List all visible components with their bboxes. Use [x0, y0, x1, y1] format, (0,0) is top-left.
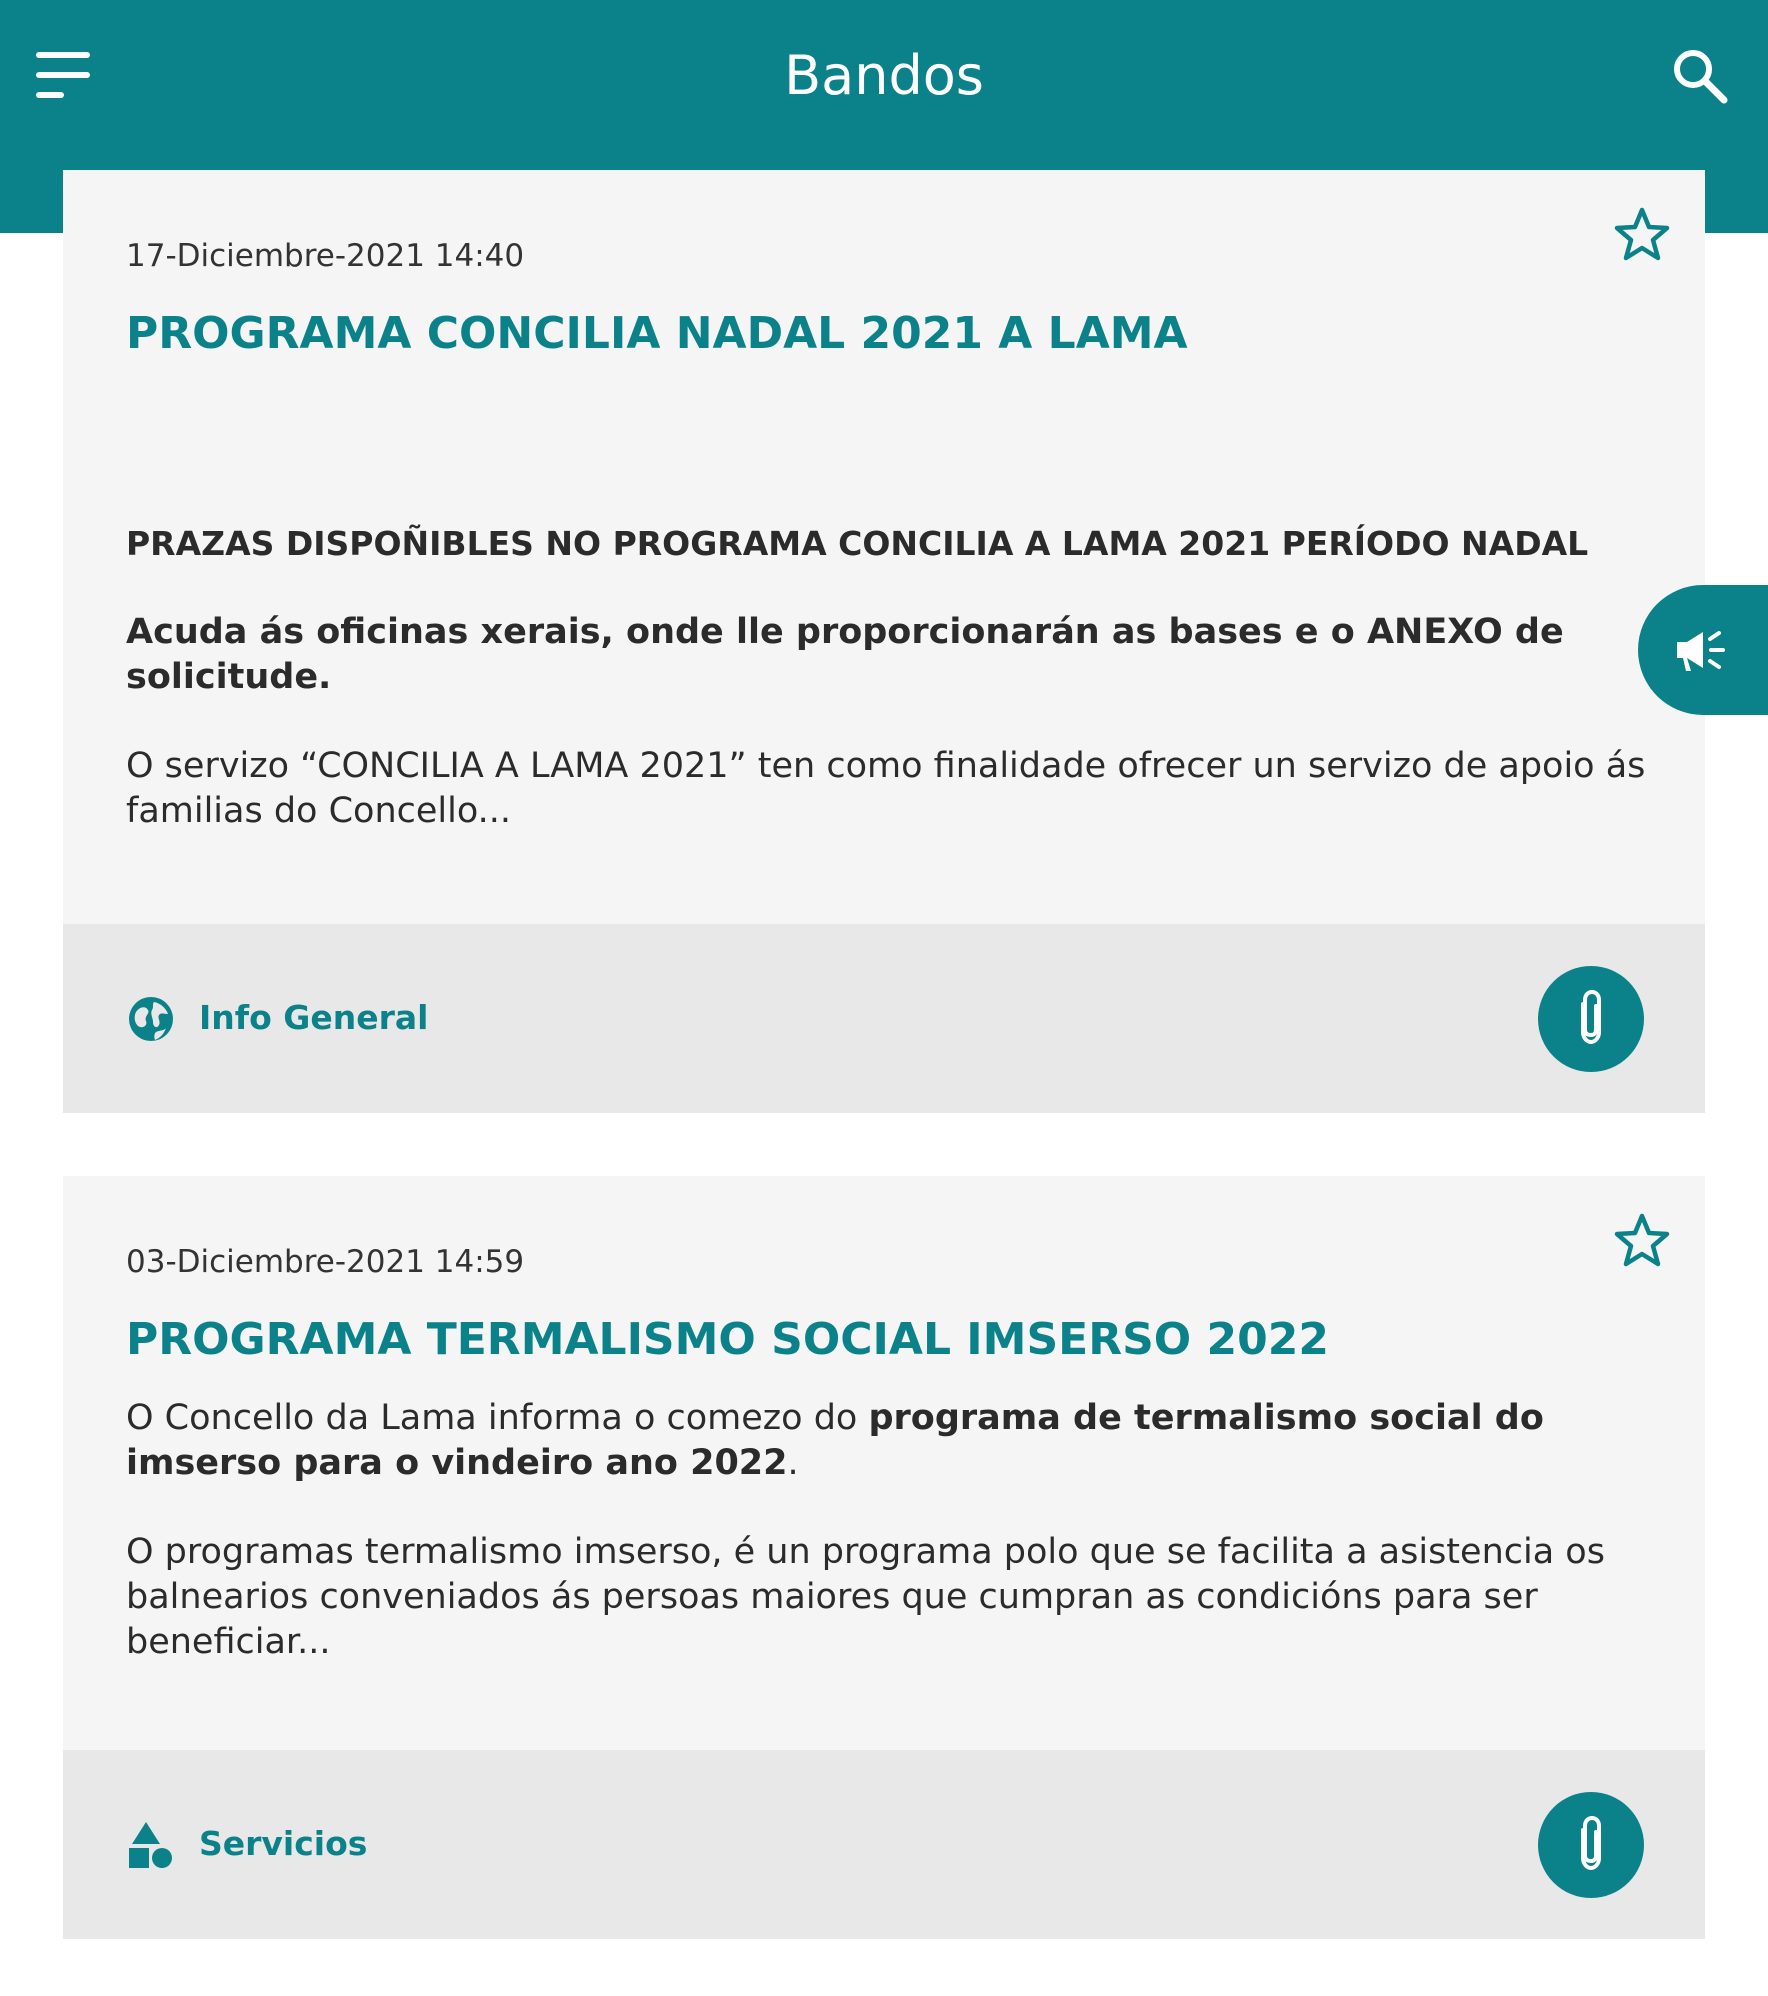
bando-footer [63, 924, 1705, 1113]
bando-title[interactable]: PROGRAMA CONCILIA NADAL 2021 A LAMA [126, 308, 1188, 359]
summary-paragraph: Acuda ás oficinas xerais, onde lle proporcionarán as bases e o ANEXO de solicitude. [126, 612, 1564, 697]
paperclip-icon [1565, 1814, 1617, 1876]
bando-summary [126, 1396, 1656, 1665]
attach-button[interactable] [1538, 1792, 1644, 1898]
megaphone-icon [1673, 625, 1733, 675]
summary-paragraph [126, 1396, 1656, 1486]
bando-card[interactable] [63, 170, 1705, 1113]
page-title: Bandos [784, 44, 984, 107]
bando-footer [63, 1750, 1705, 1939]
summary-text: . [787, 1443, 799, 1483]
summary-text-bold: programa de termalismo social do imserso para o vindeiro ano 2022 [126, 1398, 1544, 1483]
paperclip-icon [1565, 988, 1617, 1050]
attach-button[interactable] [1538, 966, 1644, 1072]
bando-date: 17-Diciembre-2021 14:40 [126, 238, 525, 274]
search-icon[interactable] [1670, 46, 1730, 106]
shapes-icon [126, 1820, 176, 1870]
bando-title[interactable]: PROGRAMA TERMALISMO SOCIAL IMSERSO 2022 [126, 1314, 1329, 1365]
announcement-tab-button[interactable] [1638, 585, 1768, 715]
summary-text: O Concello da Lama informa o comezo do [126, 1398, 869, 1438]
summary-paragraph: O programas termalismo imserso, é un programa polo que se facilita a asistencia os balnearios conveniados ás persoas maiores que cumpran as condicións para ser beneficiar... [126, 1532, 1605, 1662]
category-label[interactable]: Servicios [199, 1824, 368, 1863]
category-label[interactable]: Info General [199, 998, 429, 1037]
bando-date: 03-Diciembre-2021 14:59 [126, 1244, 525, 1280]
summary-paragraph: O servizo “CONCILIA A LAMA 2021” ten como finalidade ofrecer un servizo de apoio ás familias do Concello... [126, 746, 1646, 831]
star-outline-icon[interactable] [1613, 1212, 1671, 1270]
star-outline-icon[interactable] [1613, 206, 1671, 264]
summary-paragraph: PRAZAS DISPOÑIBLES NO PROGRAMA CONCILIA A LAMA 2021 PERÍODO NADAL [126, 524, 1589, 563]
bando-summary [126, 522, 1656, 834]
bando-card[interactable] [63, 1176, 1705, 1939]
globe-icon [126, 994, 176, 1044]
